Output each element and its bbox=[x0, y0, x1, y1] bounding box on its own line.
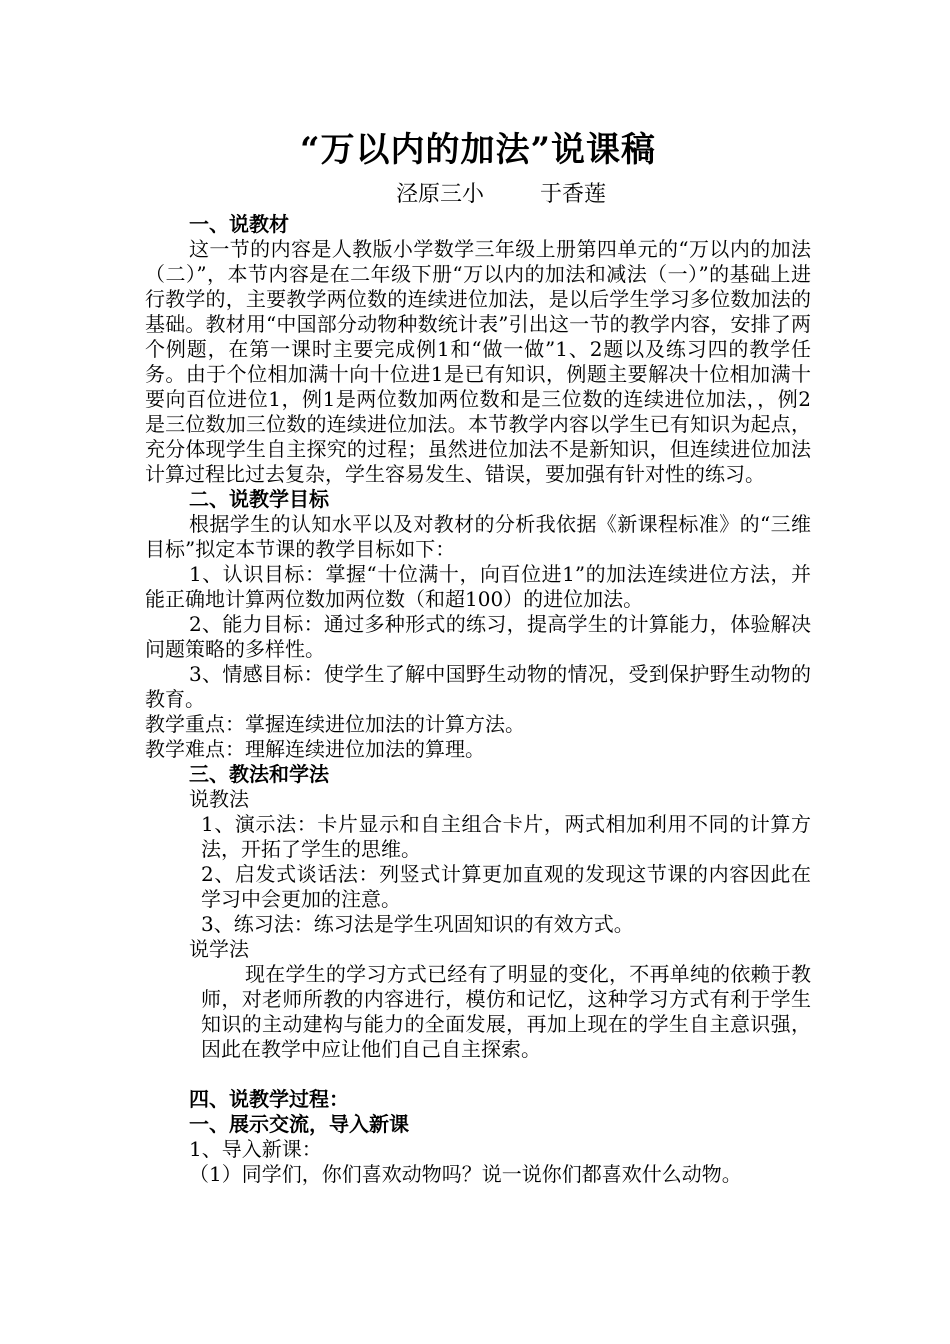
section-heading-materials: 一、说教材 bbox=[189, 212, 289, 236]
teaching-method-1: 1、演示法：卡片显示和自主组合卡片，两式相加利用不同的计算方法，开拓了学生的思维。 bbox=[201, 812, 811, 861]
section-heading-methods: 三、教法和学法 bbox=[189, 762, 329, 786]
goals-intro-paragraph: 根据学生的认知水平以及对教材的分析我依据《新课程标准》的“三维目标”拟定本节课的教学目标如下： bbox=[145, 512, 811, 561]
learning-method-paragraph: 现在学生的学习方式已经有了明显的变化，不再单纯的依赖于教师，对老师所教的内容进行，模仿和记忆，这种学习方式有利于学生知识的主动建构与能力的全面发展，再加上现在的学生自主意识强，因此在教学中应让他们自己自主探索。 bbox=[201, 962, 811, 1061]
teaching-method-3: 3、练习法：练习法是学生巩固知识的有效方式。 bbox=[201, 912, 634, 936]
author-school: 泾原三小 bbox=[395, 182, 484, 207]
step-sub-intro: 1、导入新课： bbox=[189, 1137, 322, 1161]
teaching-method-2: 2、启发式谈话法：列竖式计算更加直观的发现这节课的内容因此在学习中会更加的注意。 bbox=[201, 862, 811, 911]
teaching-method-label: 说教法 bbox=[189, 787, 249, 811]
section-heading-goals: 二、说教学目标 bbox=[189, 487, 329, 511]
difficulty-point: 教学难点：理解连续进位加法的算理。 bbox=[145, 737, 485, 761]
blank-line bbox=[145, 1062, 811, 1087]
author-name: 于香莲 bbox=[540, 182, 607, 207]
materials-paragraph: 这一节的内容是人教版小学数学三年级上册第四单元的“万以内的加法（二）”，本节内容是在二年级下册“万以内的加法和减法（一）”的基础上进行教学的，主要教学两位数的连续进位加法，是以后学生学习多位数加法的基础。教材用“中国部分动物种数统计表”引出这一节的教学内容，安排了两个例题，在第一课时主要完成例1和“做一做”1、2题以及练习四的教学任务。由于个位相加满十向十位进1是已有知识，例题主要解决十位相加满十要向百位进位1，例1是两位数加两位数和是三位数的连续进位加法，，例2是三位数加三位数的连续进位加法。本节教学内容以学生已有知识为起点，充分体现学生自主探究的过程；虽然进位加法不是新知识，但连续进位加法计算过程比过去复杂，学生容易发生、错误，要加强有针对性的练习。 bbox=[145, 237, 811, 486]
learning-method-label: 说学法 bbox=[189, 937, 249, 961]
section-heading-process: 四、说教学过程： bbox=[189, 1087, 349, 1111]
document-title: “万以内的加法”说课稿 bbox=[299, 130, 657, 170]
step-heading-intro: 一、展示交流，导入新课 bbox=[189, 1112, 409, 1136]
document-content bbox=[145, 128, 811, 1187]
step-item-1: （1）同学们，你们喜欢动物吗？说一说你们都喜欢什么动物。 bbox=[189, 1162, 742, 1186]
goal-cognitive: 1、认识目标：掌握“十位满十，向百位进1”的加法连续进位方法，并能正确地计算两位数加两位数（和超100）的进位加法。 bbox=[145, 562, 811, 611]
goal-emotion: 3、情感目标：使学生了解中国野生动物的情况，受到保护野生动物的教育。 bbox=[145, 662, 811, 711]
author-line bbox=[145, 180, 811, 210]
key-point: 教学重点：掌握连续进位加法的计算方法。 bbox=[145, 712, 525, 736]
goal-ability: 2、能力目标：通过多种形式的练习，提高学生的计算能力，体验解决问题策略的多样性。 bbox=[145, 612, 811, 661]
